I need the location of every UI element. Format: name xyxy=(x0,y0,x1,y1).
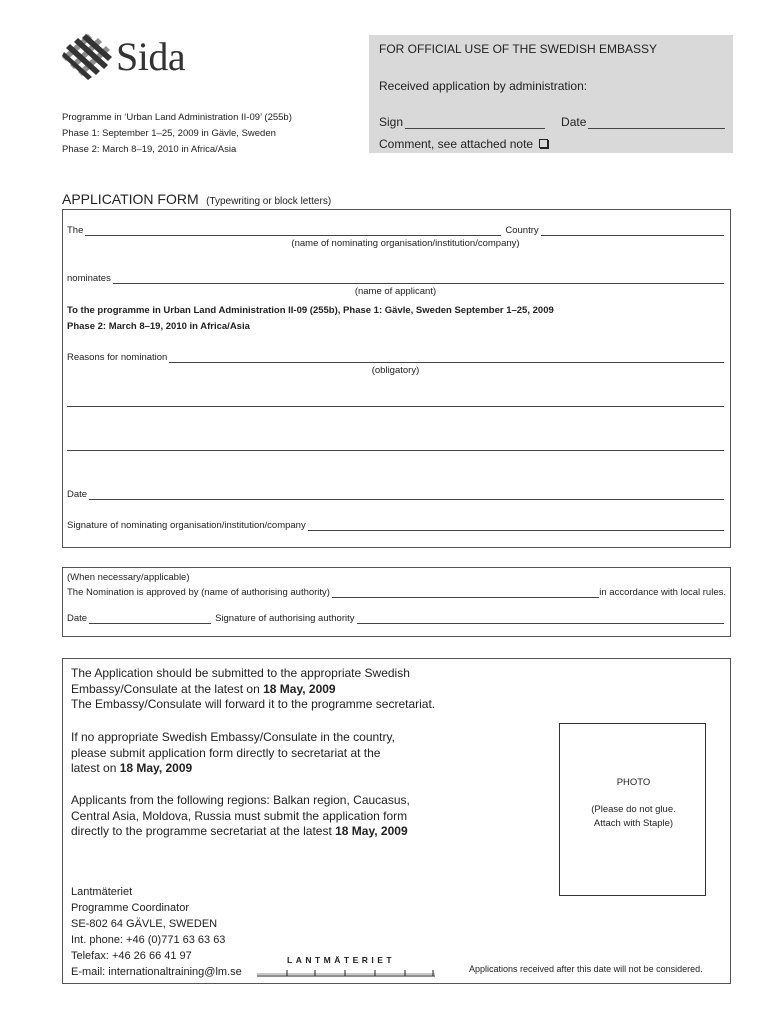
contact-email: E-mail: internationaltraining@lm.se xyxy=(71,966,242,978)
approval-box xyxy=(62,567,731,637)
lantmateriet-wordmark: LANTMÄTERIET xyxy=(287,955,396,965)
embassy-comment-label: Comment, see attached note xyxy=(379,137,534,151)
contact-block xyxy=(71,884,242,980)
programme-line-2: Phase 1: September 1–25, 2009 in Gävle, Sweden xyxy=(62,128,276,139)
org-row xyxy=(67,225,724,236)
org-name-field[interactable] xyxy=(85,226,501,236)
approval-row xyxy=(67,587,726,598)
nomination-form-box xyxy=(62,209,731,548)
embassy-heading: FOR OFFICIAL USE OF THE SWEDISH EMBASSY xyxy=(379,42,658,56)
the-label: The xyxy=(67,225,84,236)
reasons-field[interactable] xyxy=(169,353,724,363)
org-hint: (name of nominating organisation/institution/company) xyxy=(291,238,520,249)
approval-label: The Nomination is approved by (name of authorising authority) xyxy=(67,587,330,598)
p3-line-b: Central Asia, Moldova, Russia must submit the application form xyxy=(71,808,408,823)
form-title-row xyxy=(62,191,331,209)
date-row xyxy=(67,489,724,500)
p1-line-b xyxy=(71,682,435,698)
embassy-date-label: Date xyxy=(561,115,587,129)
p3-line-a: Applicants from the following regions: Balkan region, Caucasus, xyxy=(71,793,410,807)
approval-rules: in accordance with local rules. xyxy=(599,587,726,598)
authority-name-field[interactable] xyxy=(332,588,599,598)
programme-bold-1: To the programme in Urban Land Administration II-09 (255b), Phase 1: Gävle, Sweden September 1–25, 2009 xyxy=(67,305,554,316)
embassy-sign-field[interactable] xyxy=(405,119,545,129)
reasons-line-2[interactable] xyxy=(67,406,724,407)
contact-phone: Int. phone: +46 (0)771 63 63 63 xyxy=(71,934,226,946)
nominates-label: nominates xyxy=(67,273,111,284)
country-label: Country xyxy=(505,225,539,236)
checkbox-icon[interactable] xyxy=(539,139,548,148)
approval-when: (When necessary/applicable) xyxy=(67,572,190,583)
p2-line-a: If no appropriate Swedish Embassy/Consulate in the country, xyxy=(71,730,395,744)
applicant-hint: (name of applicant) xyxy=(354,286,437,297)
photo-note-1: (Please do not glue. xyxy=(591,804,676,815)
p2-line-b: please submit application form directly to secretariat at the xyxy=(71,745,381,760)
embassy-official-box xyxy=(369,35,733,153)
submission-paragraph-3 xyxy=(71,793,410,840)
p1-line-b-text: Embassy/Consulate at the latest on xyxy=(71,681,264,696)
scale-bar-icon xyxy=(257,967,437,977)
signature-row xyxy=(67,520,724,531)
approval-date-label: Date xyxy=(67,613,88,624)
signature-field[interactable] xyxy=(308,521,724,531)
p1-line-a: The Application should be submitted to the appropriate Swedish xyxy=(71,666,410,680)
p3-line-c-text: directly to the programme secretariat at the latest xyxy=(71,824,336,838)
sida-emblem-icon xyxy=(62,34,112,80)
embassy-sign-row xyxy=(379,115,725,129)
submission-paragraph-1 xyxy=(71,666,435,713)
lantmateriet-logo xyxy=(257,955,437,977)
embassy-sign-label: Sign xyxy=(379,115,404,129)
photo-label: PHOTO xyxy=(616,777,651,788)
reasons-line-3[interactable] xyxy=(67,450,724,451)
submission-paragraph-2 xyxy=(71,730,395,777)
p2-line-c xyxy=(71,761,395,777)
p1-deadline: 18 May, 2009 xyxy=(263,681,336,696)
contact-org: Lantmäteriet xyxy=(71,886,133,898)
embassy-received: Received application by administration: xyxy=(379,79,588,93)
contact-address: SE-802 64 GÄVLE, SWEDEN xyxy=(71,918,218,930)
embassy-date-field[interactable] xyxy=(588,119,725,129)
approval-signature-label: Signature of authorising authority xyxy=(215,613,355,624)
p1-line-c: The Embassy/Consulate will forward it to the programme secretariat. xyxy=(71,697,436,711)
p3-deadline: 18 May, 2009 xyxy=(335,824,408,838)
country-field[interactable] xyxy=(541,226,724,236)
nominates-row xyxy=(67,273,724,284)
date-field[interactable] xyxy=(89,490,724,500)
obligatory-hint: (obligatory) xyxy=(371,365,420,376)
contact-fax: Telefax: +46 26 66 41 97 xyxy=(71,950,192,962)
late-applications-note: Applications received after this date will not be considered. xyxy=(469,964,703,974)
contact-role: Programme Coordinator xyxy=(71,902,189,914)
photo-box[interactable] xyxy=(559,723,706,896)
programme-line-3: Phase 2: March 8–19, 2010 in Africa/Asia xyxy=(62,144,237,155)
approval-date-row xyxy=(67,613,724,624)
submission-box xyxy=(62,658,731,984)
reasons-row xyxy=(67,352,724,363)
programme-bold-2: Phase 2: March 8–19, 2010 in Africa/Asia xyxy=(67,321,250,332)
embassy-comment xyxy=(379,137,548,151)
p3-line-c xyxy=(71,824,410,840)
approval-date-field[interactable] xyxy=(89,614,211,624)
programme-line-1: Programme in ‘Urban Land Administration II-09’ (255b) xyxy=(62,112,292,123)
p2-deadline: 18 May, 2009 xyxy=(119,761,193,775)
sida-wordmark: Sida xyxy=(116,34,186,79)
date-label: Date xyxy=(67,489,88,500)
signature-label: Signature of nominating organisation/institution/company xyxy=(67,520,306,531)
approval-signature-field[interactable] xyxy=(357,614,725,624)
p2-line-c-text: latest on xyxy=(71,761,120,775)
form-title: APPLICATION FORM xyxy=(62,191,199,207)
sida-logo xyxy=(62,34,212,80)
form-subtitle: (Typewriting or block letters) xyxy=(206,196,332,207)
photo-note-2: Attach with Staple) xyxy=(593,818,674,829)
reasons-label: Reasons for nomination xyxy=(67,352,168,363)
applicant-name-field[interactable] xyxy=(113,274,724,284)
